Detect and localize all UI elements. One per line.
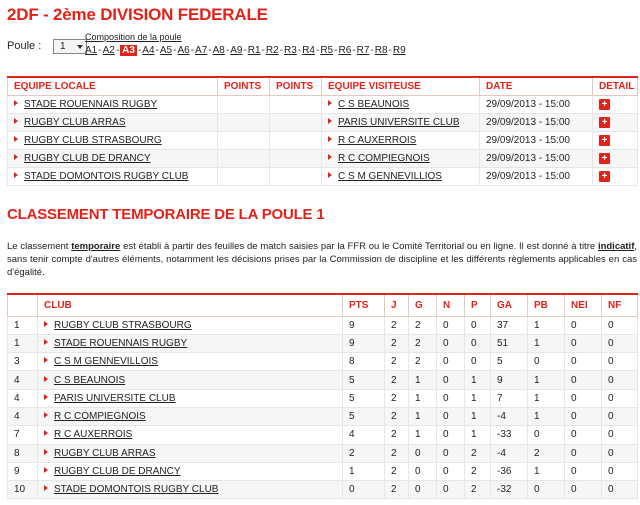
detail-plus-icon[interactable]: + <box>599 171 610 182</box>
ranking-table <box>7 293 638 499</box>
match-row <box>8 149 638 167</box>
bullet-icon <box>44 339 48 345</box>
nei-cell: 0 <box>565 389 602 407</box>
match-row <box>8 95 638 113</box>
n-cell: 0 <box>437 389 465 407</box>
g-cell: 1 <box>409 389 437 407</box>
pool-link-a2[interactable]: A2 <box>102 45 115 56</box>
ga-cell: 7 <box>491 389 528 407</box>
pool-separator: - <box>225 45 230 56</box>
pool-link-r7[interactable]: R7 <box>356 45 370 56</box>
pb-cell: 1 <box>528 371 565 389</box>
header-g: G <box>409 294 437 316</box>
poule-select[interactable] <box>53 39 87 54</box>
bullet-icon <box>328 118 332 124</box>
bullet-icon <box>14 100 18 106</box>
header-nf: NF <box>602 294 638 316</box>
header-home-team: EQUIPE LOCALE <box>8 77 218 95</box>
nf-cell: 0 <box>602 353 638 371</box>
ranking-table-header <box>8 294 638 316</box>
p-cell: 1 <box>465 371 491 389</box>
rank-cell: 3 <box>8 353 38 371</box>
pb-cell: 1 <box>528 389 565 407</box>
pool-link-a1[interactable]: A1 <box>85 45 98 56</box>
away-points-cell <box>270 131 322 149</box>
ranking-row <box>8 316 638 334</box>
bullet-icon <box>328 136 332 142</box>
pool-separator: - <box>243 45 247 56</box>
away-team-cell <box>322 149 480 167</box>
n-cell: 0 <box>437 371 465 389</box>
header-home-points: POINTS <box>218 77 270 95</box>
nf-cell: 0 <box>602 426 638 444</box>
g-cell: 1 <box>409 426 437 444</box>
p-cell: 0 <box>465 316 491 334</box>
home-team-cell <box>8 131 218 149</box>
pool-link-r3[interactable]: R3 <box>284 45 297 56</box>
match-table <box>7 76 638 186</box>
pool-separator: - <box>261 45 265 56</box>
pool-link-a3[interactable]: A3 <box>122 45 135 56</box>
bullet-icon <box>328 100 332 106</box>
detail-cell <box>593 95 638 113</box>
detail-plus-icon[interactable]: + <box>599 135 610 146</box>
away-team-cell <box>322 95 480 113</box>
ga-cell: 51 <box>491 334 528 352</box>
ranking-row <box>8 426 638 444</box>
header-pb: PB <box>528 294 565 316</box>
pool-separator: - <box>388 45 392 56</box>
pool-link-a9[interactable]: A9 <box>230 45 243 56</box>
rank-cell: 8 <box>8 444 38 462</box>
pb-cell: 1 <box>528 407 565 425</box>
ga-cell: -36 <box>491 462 528 480</box>
pb-cell: 0 <box>528 353 565 371</box>
club-link[interactable]: PARIS UNIVERSITE CLUB <box>54 392 176 404</box>
pool-separator: - <box>334 45 338 56</box>
pool-separator: - <box>98 45 102 56</box>
header-j: J <box>385 294 409 316</box>
j-cell: 2 <box>385 426 409 444</box>
bullet-icon <box>14 118 18 124</box>
pool-link-a5[interactable]: A5 <box>159 45 173 56</box>
pool-link-r4[interactable]: R4 <box>302 45 315 56</box>
pool-separator: - <box>297 45 302 56</box>
nei-cell: 0 <box>565 481 602 499</box>
club-link[interactable]: RUGBY CLUB ARRAS <box>54 447 156 459</box>
club-link[interactable]: RUGBY CLUB DE DRANCY <box>54 466 181 478</box>
poule-label: Poule : <box>7 40 42 52</box>
pts-cell: 9 <box>343 334 385 352</box>
ranking-row <box>8 462 638 480</box>
pts-cell: 4 <box>343 426 385 444</box>
n-cell: 0 <box>437 407 465 425</box>
club-cell <box>38 407 343 425</box>
pb-cell: 0 <box>528 426 565 444</box>
j-cell: 2 <box>385 371 409 389</box>
ga-cell: 9 <box>491 371 528 389</box>
n-cell: 0 <box>437 444 465 462</box>
bullet-icon <box>44 376 48 382</box>
j-cell: 2 <box>385 462 409 480</box>
nei-cell: 0 <box>565 426 602 444</box>
header-away-points: POINTS <box>270 77 322 95</box>
detail-cell <box>593 167 638 185</box>
ranking-row <box>8 353 638 371</box>
match-table-header <box>8 77 638 95</box>
pb-cell: 1 <box>528 316 565 334</box>
n-cell: 0 <box>437 316 465 334</box>
home-team-link[interactable]: STADE ROUENNAIS RUGBY <box>24 98 158 110</box>
nei-cell: 0 <box>565 444 602 462</box>
pool-link-a8[interactable]: A8 <box>212 45 225 56</box>
detail-plus-icon[interactable]: + <box>599 153 610 164</box>
club-link[interactable]: R C AUXERROIS <box>54 429 133 441</box>
pool-links <box>85 45 406 56</box>
pool-link-r1[interactable]: R1 <box>247 45 261 56</box>
info-text-1: Le classement <box>7 241 72 252</box>
indicatif-link[interactable]: indicatif <box>597 241 635 252</box>
pool-link-r6[interactable]: R6 <box>338 45 352 56</box>
away-points-cell <box>270 113 322 131</box>
ranking-row <box>8 444 638 462</box>
j-cell: 2 <box>385 353 409 371</box>
pts-cell: 0 <box>343 481 385 499</box>
home-points-cell <box>218 167 270 185</box>
ranking-row <box>8 407 638 425</box>
pts-cell: 5 <box>343 407 385 425</box>
bullet-icon <box>44 357 48 363</box>
pts-cell: 5 <box>343 389 385 407</box>
home-team-cell <box>8 113 218 131</box>
home-team-link[interactable]: STADE DOMONTOIS RUGBY CLUB <box>24 170 189 182</box>
ranking-row <box>8 334 638 352</box>
header-pts: PTS <box>343 294 385 316</box>
page-title: 2DF - 2ème DIVISION FEDERALE <box>7 5 268 24</box>
nf-cell: 0 <box>602 334 638 352</box>
classement-title: CLASSEMENT TEMPORAIRE DE LA POULE 1 <box>7 206 325 223</box>
header-detail: DETAIL <box>593 77 638 95</box>
ranking-row <box>8 371 638 389</box>
pool-link-a4[interactable]: A4 <box>142 45 155 56</box>
ga-cell: -32 <box>491 481 528 499</box>
date-cell: 29/09/2013 - 15:00 <box>480 113 593 131</box>
j-cell: 2 <box>385 334 409 352</box>
nei-cell: 0 <box>565 407 602 425</box>
n-cell: 0 <box>437 462 465 480</box>
bullet-icon <box>14 172 18 178</box>
header-date: DATE <box>480 77 593 95</box>
pb-cell: 1 <box>528 462 565 480</box>
club-cell <box>38 426 343 444</box>
home-points-cell <box>218 95 270 113</box>
pts-cell: 1 <box>343 462 385 480</box>
pool-separator: - <box>315 45 320 56</box>
away-points-cell <box>270 167 322 185</box>
j-cell: 2 <box>385 316 409 334</box>
nei-cell: 0 <box>565 316 602 334</box>
club-link[interactable]: C S M GENNEVILLOIS <box>54 356 158 368</box>
club-link[interactable]: R C COMPIEGNOIS <box>54 411 146 423</box>
date-cell: 29/09/2013 - 15:00 <box>480 149 593 167</box>
ga-cell: 5 <box>491 353 528 371</box>
nf-cell: 0 <box>602 389 638 407</box>
date-cell: 29/09/2013 - 15:00 <box>480 167 593 185</box>
bullet-icon <box>328 154 332 160</box>
away-points-cell <box>270 149 322 167</box>
club-link[interactable]: RUGBY CLUB STRASBOURG <box>54 319 192 331</box>
j-cell: 2 <box>385 389 409 407</box>
bullet-icon <box>44 467 48 473</box>
ga-cell: -33 <box>491 426 528 444</box>
home-team-cell <box>8 95 218 113</box>
poule-select-value: 1 <box>60 41 66 52</box>
bullet-icon <box>44 321 48 327</box>
bullet-icon <box>44 485 48 491</box>
bullet-icon <box>44 394 48 400</box>
nf-cell: 0 <box>602 444 638 462</box>
ranking-row <box>8 389 638 407</box>
away-team-cell <box>322 131 480 149</box>
match-row <box>8 113 638 131</box>
nei-cell: 0 <box>565 353 602 371</box>
g-cell: 1 <box>409 371 437 389</box>
club-cell <box>38 389 343 407</box>
header-club: CLUB <box>38 294 343 316</box>
nf-cell: 0 <box>602 462 638 480</box>
pts-cell: 8 <box>343 353 385 371</box>
rank-cell: 9 <box>8 462 38 480</box>
away-team-cell <box>322 167 480 185</box>
away-team-link[interactable]: C S BEAUNOIS <box>338 98 410 110</box>
detail-cell <box>593 113 638 131</box>
pool-separator: - <box>370 45 374 56</box>
info-text-3: , sans tenir compte d'autres éléments, notamment les décisions prises par la Commission de discipline et les différents règlements applicables en cas d'égalité. <box>7 241 637 278</box>
p-cell: 0 <box>465 334 491 352</box>
ranking-row <box>8 481 638 499</box>
ga-cell: -4 <box>491 407 528 425</box>
home-team-cell <box>8 167 218 185</box>
detail-cell <box>593 131 638 149</box>
p-cell: 1 <box>465 426 491 444</box>
pool-separator: - <box>190 45 195 56</box>
poule-selector <box>7 31 637 61</box>
ga-cell: 37 <box>491 316 528 334</box>
bullet-icon <box>44 449 48 455</box>
bullet-icon <box>14 136 18 142</box>
pts-cell: 5 <box>343 371 385 389</box>
pts-cell: 2 <box>343 444 385 462</box>
g-cell: 0 <box>409 462 437 480</box>
nei-cell: 0 <box>565 462 602 480</box>
club-cell <box>38 444 343 462</box>
home-team-link[interactable]: RUGBY CLUB STRASBOURG <box>24 134 162 146</box>
detail-plus-icon[interactable]: + <box>599 117 610 128</box>
club-cell <box>38 316 343 334</box>
pool-separator: - <box>279 45 284 56</box>
home-team-link[interactable]: RUGBY CLUB ARRAS <box>24 116 126 128</box>
n-cell: 0 <box>437 481 465 499</box>
away-team-link[interactable]: R C AUXERROIS <box>338 134 417 146</box>
header-p: P <box>465 294 491 316</box>
nf-cell: 0 <box>602 316 638 334</box>
pb-cell: 0 <box>528 481 565 499</box>
header-ga: GA <box>491 294 528 316</box>
club-cell <box>38 334 343 352</box>
detail-plus-icon[interactable]: + <box>599 99 610 110</box>
pool-separator: - <box>115 45 120 56</box>
g-cell: 1 <box>409 407 437 425</box>
n-cell: 0 <box>437 334 465 352</box>
rank-cell: 4 <box>8 407 38 425</box>
match-row <box>8 131 638 149</box>
header-rank <box>8 294 38 316</box>
nf-cell: 0 <box>602 371 638 389</box>
match-row <box>8 167 638 185</box>
g-cell: 2 <box>409 353 437 371</box>
club-cell <box>38 481 343 499</box>
pb-cell: 2 <box>528 444 565 462</box>
header-nei: NEI <box>565 294 602 316</box>
pool-link-r2[interactable]: R2 <box>265 45 279 56</box>
club-cell <box>38 353 343 371</box>
pool-separator: - <box>208 45 212 56</box>
pool-link-r9[interactable]: R9 <box>392 45 406 56</box>
club-cell <box>38 462 343 480</box>
pts-cell: 9 <box>343 316 385 334</box>
away-team-link[interactable]: PARIS UNIVERSITE CLUB <box>338 116 460 128</box>
home-points-cell <box>218 149 270 167</box>
pool-separator: - <box>137 45 142 56</box>
nf-cell: 0 <box>602 407 638 425</box>
p-cell: 1 <box>465 407 491 425</box>
j-cell: 2 <box>385 407 409 425</box>
bullet-icon <box>14 154 18 160</box>
away-team-cell <box>322 113 480 131</box>
pool-link-r5[interactable]: R5 <box>320 45 334 56</box>
p-cell: 0 <box>465 353 491 371</box>
club-link[interactable]: STADE ROUENNAIS RUGBY <box>54 337 188 349</box>
pool-link-a7[interactable]: A7 <box>195 45 208 56</box>
composition-link[interactable]: Composition de la poule <box>85 32 182 42</box>
pool-separator: - <box>173 45 177 56</box>
info-text-2: est établi à partir des feuilles de match saisies par la FFR ou le Comité Territorial ou en ligne. Il est donné à titre <box>120 241 598 252</box>
classement-info <box>7 240 637 279</box>
bullet-icon <box>328 172 332 178</box>
away-team-link[interactable]: C S M GENNEVILLIOS <box>338 170 442 182</box>
n-cell: 0 <box>437 426 465 444</box>
home-team-link[interactable]: RUGBY CLUB DE DRANCY <box>24 152 151 164</box>
home-team-cell <box>8 149 218 167</box>
bullet-icon <box>44 412 48 418</box>
home-points-cell <box>218 131 270 149</box>
nei-cell: 0 <box>565 371 602 389</box>
p-cell: 2 <box>465 481 491 499</box>
p-cell: 1 <box>465 389 491 407</box>
ga-cell: -4 <box>491 444 528 462</box>
rank-cell: 10 <box>8 481 38 499</box>
rank-cell: 1 <box>8 316 38 334</box>
bullet-icon <box>44 430 48 436</box>
club-link[interactable]: C S BEAUNOIS <box>54 374 126 386</box>
pool-separator: - <box>352 45 356 56</box>
g-cell: 0 <box>409 444 437 462</box>
rank-cell: 4 <box>8 371 38 389</box>
header-n: N <box>437 294 465 316</box>
p-cell: 2 <box>465 462 491 480</box>
club-link[interactable]: STADE DOMONTOIS RUGBY CLUB <box>54 484 219 496</box>
rank-cell: 4 <box>8 389 38 407</box>
nf-cell: 0 <box>602 481 638 499</box>
temporaire-link[interactable]: temporaire <box>71 241 121 252</box>
date-cell: 29/09/2013 - 15:00 <box>480 95 593 113</box>
j-cell: 2 <box>385 444 409 462</box>
rank-cell: 1 <box>8 334 38 352</box>
pool-link-a6[interactable]: A6 <box>177 45 190 56</box>
j-cell: 2 <box>385 481 409 499</box>
nei-cell: 0 <box>565 334 602 352</box>
rank-cell: 7 <box>8 426 38 444</box>
detail-cell <box>593 149 638 167</box>
home-points-cell <box>218 113 270 131</box>
chevron-down-icon <box>77 45 83 49</box>
away-team-link[interactable]: R C COMPIEGNOIS <box>338 152 430 164</box>
p-cell: 2 <box>465 444 491 462</box>
pool-separator: - <box>155 45 159 56</box>
g-cell: 2 <box>409 316 437 334</box>
date-cell: 29/09/2013 - 15:00 <box>480 131 593 149</box>
header-away-team: EQUIPE VISITEUSE <box>322 77 480 95</box>
club-cell <box>38 371 343 389</box>
g-cell: 0 <box>409 481 437 499</box>
away-points-cell <box>270 95 322 113</box>
pb-cell: 1 <box>528 334 565 352</box>
pool-link-r8[interactable]: R8 <box>374 45 388 56</box>
g-cell: 2 <box>409 334 437 352</box>
n-cell: 0 <box>437 353 465 371</box>
